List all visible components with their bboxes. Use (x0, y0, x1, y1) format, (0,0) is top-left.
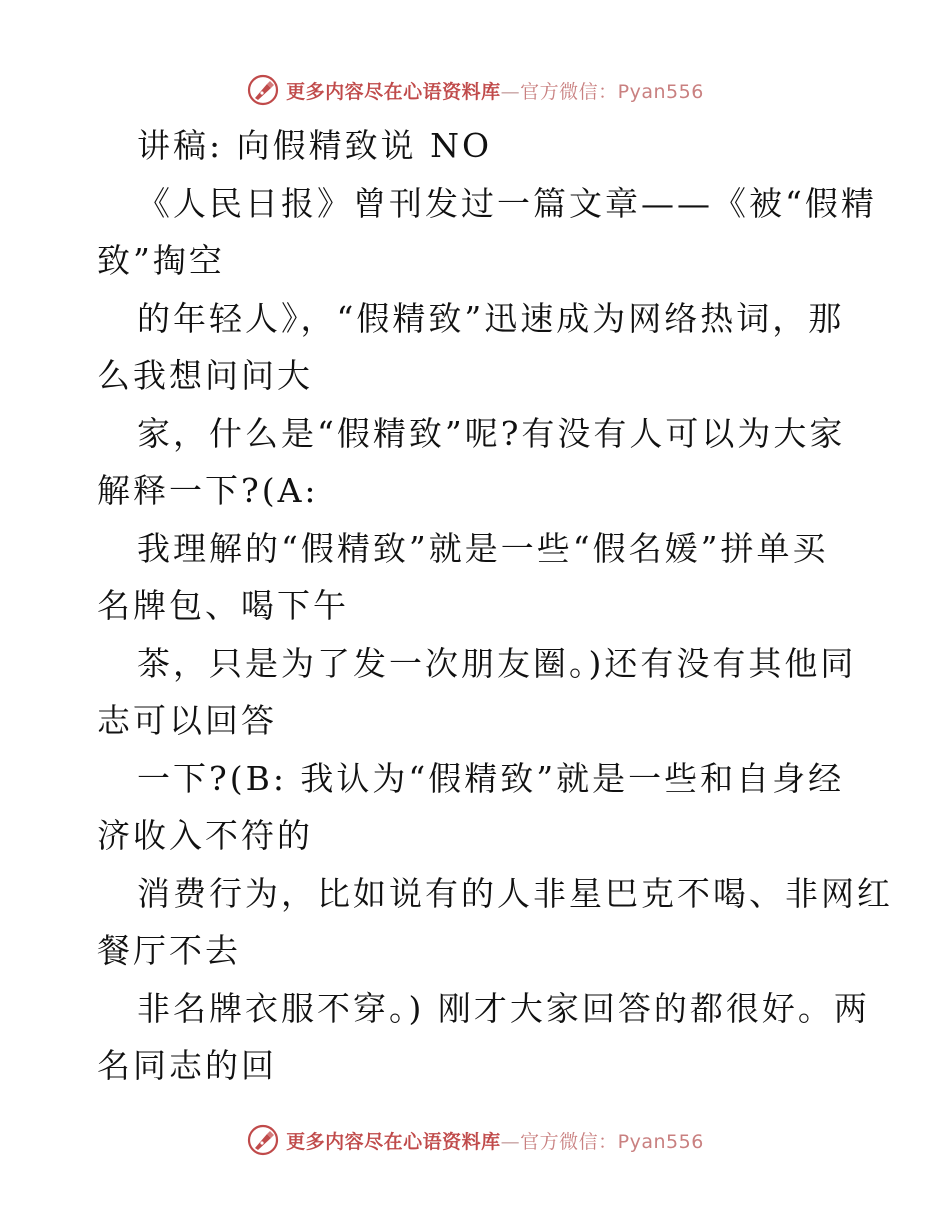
text-line: 名牌包、喝下午 (97, 586, 349, 625)
text-line: 济收入不符的 (97, 816, 313, 855)
text-line: 茶，只是为了发一次朋友圈。)还有没有其他同 (137, 643, 857, 683)
header-banner-text (286, 77, 704, 104)
text-line: 解释一下?(A: (97, 471, 319, 510)
header-banner-wechat: 官方微信：Pyan556 (520, 80, 704, 103)
footer-banner-text (286, 1127, 704, 1154)
text-line: 我理解的“假精致”就是一些“假名媛”拼单买 (137, 528, 829, 568)
text-line: 么我想问问大 (97, 356, 313, 395)
pen-nib-logo-icon (246, 1123, 280, 1157)
footer-banner-wechat: 官方微信：Pyan556 (520, 1130, 704, 1153)
footer-banner-sep: — (500, 1130, 521, 1153)
text-line: 讲稿: 向假精致说 NO (137, 126, 493, 165)
text-line: 志可以回答 (97, 701, 277, 740)
header-banner-main: 更多内容尽在心语资料库 (286, 80, 501, 103)
text-line: 消费行为，比如说有的人非星巴克不喝、非网红 (137, 873, 893, 913)
text-line: 一下?(B: 我认为“假精致”就是一些和自身经 (137, 758, 845, 798)
text-line: 致”掏空 (97, 241, 225, 280)
text-line: 名同志的回 (97, 1046, 277, 1085)
text-line: 《人民日报》曾刊发过一篇文章——《被“假精 (137, 183, 877, 223)
footer-banner-main: 更多内容尽在心语资料库 (286, 1130, 501, 1153)
text-line: 的年轻人》，“假精致”迅速成为网络热词，那 (137, 298, 845, 338)
pen-nib-logo-icon (246, 73, 280, 107)
text-line: 非名牌衣服不穿。) 刚才大家回答的都很好。两 (137, 988, 870, 1028)
text-line: 餐厅不去 (97, 931, 241, 970)
footer-banner (0, 1122, 950, 1158)
speech-text (97, 117, 893, 1095)
header-banner (0, 72, 950, 108)
header-banner-sep: — (500, 80, 521, 103)
text-line: 家，什么是“假精致”呢?有没有人可以为大家 (137, 413, 846, 453)
